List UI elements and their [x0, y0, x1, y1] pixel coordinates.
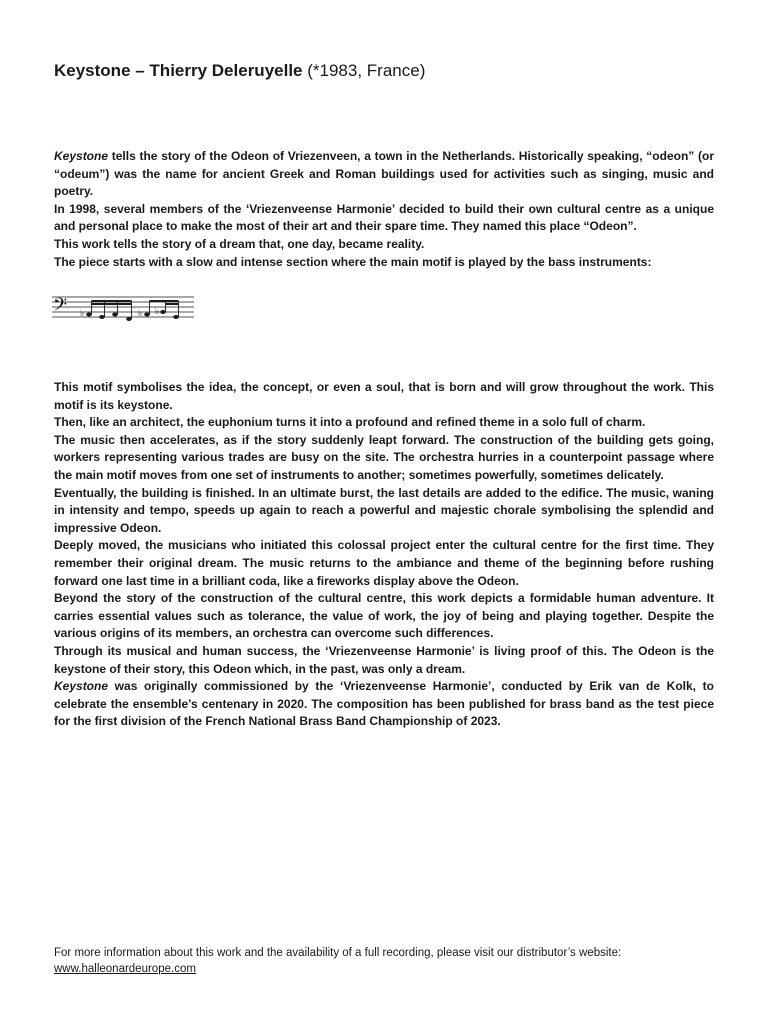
- body-section: [54, 379, 714, 731]
- body-paragraph-2: Then, like an architect, the euphonium turns it into a profound and refined theme in a solo full of charm.: [54, 415, 646, 430]
- body-paragraph-1: This motif symbolises the idea, the concept, or even a soul, that is born and will grow throughout the work. This motif is its keystone.: [54, 380, 714, 412]
- bass-clef-glyph: 𝄢: [53, 295, 68, 320]
- svg-text:♭: ♭: [80, 309, 85, 319]
- body-paragraph-3: The music then accelerates, as if the story suddenly leapt forward. The construction of the building gets going, workers representing various trades are busy on the site. The orchestra hurries in a counterpoint passage where the main motif moves from one set of instruments to another; sometimes powerfully, sometimes delicately.: [54, 432, 714, 482]
- work-title-italic: Keystone: [54, 149, 109, 163]
- title-main: Keystone – Thierry Deleruyelle: [54, 61, 303, 80]
- music-motif-notation-icon: [52, 291, 198, 325]
- footer: [54, 946, 734, 977]
- intro-paragraph-2: In 1998, several members of the ‘Vriezenveense Harmonie’ decided to build their own cultural centre as a unique and personal place to make the most of their art and their spare time. They named this place “Odeon”.: [54, 201, 714, 234]
- svg-text:♭: ♭: [155, 307, 160, 317]
- footer-text: For more information about this work and the availability of a full recording, please visit our distributor’s website:: [54, 947, 622, 959]
- body-paragraph-8: [54, 678, 714, 731]
- svg-text:♭: ♭: [138, 309, 143, 319]
- intro-section: [54, 148, 714, 271]
- page-title: [54, 60, 425, 82]
- body-paragraph-5: Deeply moved, the musicians who initiated this colossal project enter the cultural centre for the first time. They remember their original dream. The music returns to the ambiance and theme of the beginning before rushing forward one last time in a brilliant coda, like a fireworks display above the Odeon.: [54, 538, 714, 588]
- intro-paragraph-4: The piece starts with a slow and intense section where the main motif is played by the bass instruments:: [54, 254, 652, 269]
- body-paragraph-8-text: was originally commissioned by the ‘Vriezenveense Harmonie’, conducted by Erik van de Kolk, to celebrate the ensemble’s centenary in 2020. The composition has been published for brass band as the test piece for the first division of the French National Brass Band Championship of 2023.: [54, 679, 714, 729]
- intro-paragraph-1: [54, 148, 714, 201]
- title-subtitle: (*1983, France): [307, 61, 426, 80]
- body-paragraph-6: Beyond the story of the construction of the cultural centre, this work depicts a formidable human adventure. It carries essential values such as tolerance, the value of work, the joy of being and playing together. Despite the various origins of its members, an orchestra can overcome such differences.: [54, 591, 714, 641]
- distributor-website-link[interactable]: www.halleonardeurope.com: [54, 962, 196, 975]
- intro-paragraph-3: This work tells the story of a dream that, one day, became reality.: [54, 236, 425, 251]
- body-paragraph-7: Through its musical and human success, the ‘Vriezenveense Harmonie’ is living proof of this. The Odeon is the keystone of their story, this Odeon which, in the past, was only a dream.: [54, 643, 714, 676]
- body-paragraph-4: Eventually, the building is finished. In an ultimate burst, the last details are added to the edifice. The music, waning in intensity and tempo, speeds up again to reach a powerful and majestic chorale symbolising the splendid and impressive Odeon.: [54, 485, 714, 535]
- intro-paragraph-1-text: tells the story of the Odeon of Vriezenveen, a town in the Netherlands. Historically speaking, “odeon” (or “odeum”) was the name for ancient Greek and Roman buildings used for activities such as singing, music and poetry.: [54, 149, 714, 199]
- work-title-italic: Keystone: [54, 679, 109, 694]
